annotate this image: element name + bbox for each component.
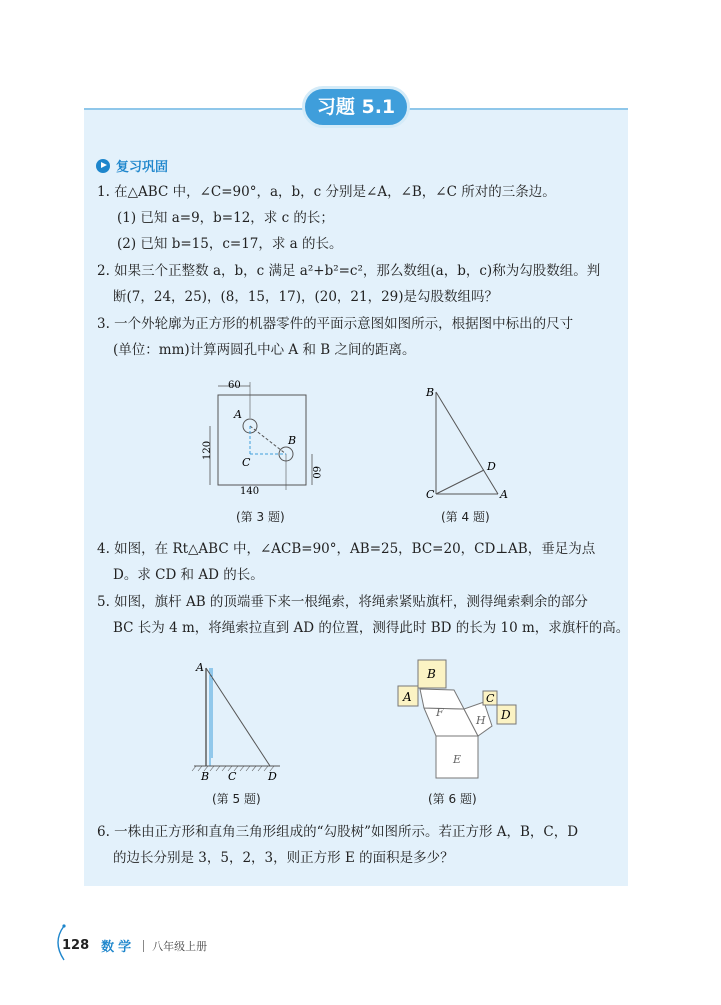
label-a: A bbox=[196, 661, 204, 674]
figure-6-caption: (第 6 题) bbox=[428, 792, 477, 806]
dim-bottom: 140 bbox=[240, 486, 260, 497]
section-heading bbox=[96, 156, 168, 175]
label-b: B bbox=[426, 386, 435, 399]
problem-5-line-1: 5. 如图，旗杆 AB 的顶端垂下来一根绳索，将绳索紧贴旗杆，测得绳索剩余的部分 bbox=[97, 594, 588, 610]
exercise-title: 习题 5.1 bbox=[302, 86, 410, 128]
problem-5-line-2: BC 长为 4 m，将绳索拉直到 AD 的位置，测得此时 BD 的长为 10 m，求旗杆的高。 bbox=[113, 620, 630, 636]
figure-5 bbox=[188, 658, 288, 783]
problem-2-line-1: 2. 如果三个正整数 a，b，c 满足 a²+b²=c²，那么数组(a，b，c)称为勾股数组。判 bbox=[97, 263, 601, 279]
label-b: B bbox=[201, 770, 210, 783]
figure-6 bbox=[392, 654, 522, 784]
figure-3-caption: (第 3 题) bbox=[236, 510, 285, 524]
dim-right: 60 bbox=[310, 466, 321, 479]
page-footer bbox=[62, 936, 207, 955]
label-a: A bbox=[500, 488, 508, 501]
problem-4-line-2: D。求 CD 和 AD 的长。 bbox=[113, 567, 264, 583]
problem-6-line-1: 6. 一株由正方形和直角三角形组成的“勾股树”如图所示。若正方形 A，B，C，D bbox=[97, 824, 579, 840]
problem-1-part-1: (1) 已知 a=9，b=12，求 c 的长； bbox=[117, 210, 334, 226]
problem-2-line-2: 断(7，24，25)，(8，15，17)，(20，21，29)是勾股数组吗？ bbox=[113, 289, 499, 305]
label-c: C bbox=[486, 692, 495, 705]
label-b: B bbox=[427, 667, 436, 681]
dim-left: 120 bbox=[202, 440, 213, 460]
problem-4-line-1: 4. 如图，在 Rt△ABC 中，∠ACB=90°，AB=25，BC=20，CD⊥AB，垂足为点 bbox=[97, 541, 596, 557]
footer-subject: 数学 bbox=[101, 940, 136, 955]
footer-grade: 八年级上册 bbox=[152, 939, 208, 953]
problem-3-line-2: (单位：mm)计算两圆孔中心 A 和 B 之间的距离。 bbox=[113, 342, 416, 358]
figure-3 bbox=[198, 378, 328, 503]
problem-6-line-2: 的边长分别是 3，5，2，3，则正方形 E 的面积是多少？ bbox=[113, 850, 454, 866]
label-a: A bbox=[403, 690, 412, 704]
page-number: 128 bbox=[62, 938, 90, 953]
footer-divider bbox=[143, 940, 144, 952]
label-a: A bbox=[234, 408, 242, 421]
label-b: B bbox=[288, 434, 297, 447]
problem-1: 1. 在△ABC 中，∠C=90°，a，b，c 分别是∠A，∠B，∠C 所对的三条边。 bbox=[97, 184, 556, 200]
play-icon bbox=[96, 159, 110, 173]
label-h: H bbox=[476, 714, 486, 727]
label-c: C bbox=[242, 456, 251, 469]
label-f: F bbox=[436, 706, 444, 719]
label-c: C bbox=[426, 488, 435, 501]
figure-5-caption: (第 5 题) bbox=[212, 792, 261, 806]
label-d: D bbox=[501, 708, 511, 722]
label-d: D bbox=[268, 770, 277, 783]
figure-4-caption: (第 4 题) bbox=[441, 510, 490, 524]
figure-4 bbox=[420, 382, 520, 502]
label-d: D bbox=[487, 460, 496, 473]
problem-1-part-2: (2) 已知 b=15，c=17，求 a 的长。 bbox=[117, 236, 343, 252]
dim-top: 60 bbox=[228, 380, 241, 391]
problem-3-line-1: 3. 一个外轮廓为正方形的机器零件的平面示意图如图所示，根据图中标出的尺寸 bbox=[97, 316, 574, 332]
label-c: C bbox=[228, 770, 237, 783]
label-e: E bbox=[453, 753, 462, 766]
section-label: 复习巩固 bbox=[116, 160, 169, 175]
